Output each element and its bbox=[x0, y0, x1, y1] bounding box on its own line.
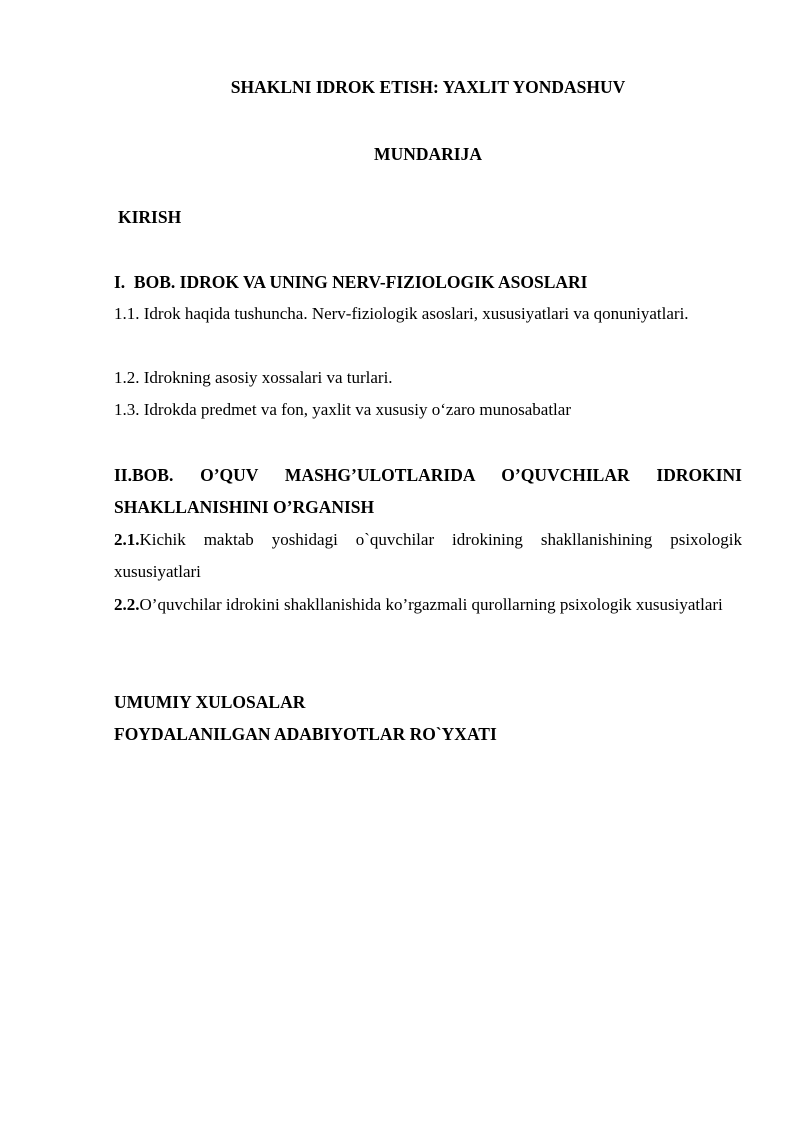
document-title: SHAKLNI IDROK ETISH: YAXLIT YONDASHUV bbox=[230, 77, 626, 97]
contents-heading: MUNDARIJA bbox=[374, 144, 482, 164]
toc-intro: KIRISH bbox=[118, 207, 182, 227]
toc-section-1-1: 1.1. Idrok haqida tushuncha. Nerv-fiziologik asoslari, xususiyatlari va qonuniyatlari. bbox=[114, 304, 689, 323]
toc-section-2-1 bbox=[114, 524, 742, 588]
toc-conclusions: UMUMIY XULOSALAR bbox=[114, 692, 306, 712]
toc-chapter-1-heading: I. BOB. IDROK VA UNING NERV-FIZIOLOGIK ASOSLARI bbox=[114, 272, 588, 292]
section-number: 2.2. bbox=[114, 595, 140, 614]
section-number: 2.1. bbox=[114, 530, 140, 549]
toc-chapter-2-heading: II.BOB. O’QUV MASHG’ULOTLARIDA O’QUVCHILAR IDROKINI SHAKLLANISHINI O’RGANISH bbox=[114, 465, 742, 517]
toc-references: FOYDALANILGAN ADABIYOTLAR RO`YXATI bbox=[114, 724, 497, 744]
toc-section-1-3: 1.3. Idrokda predmet va fon, yaxlit va xususiy o‘zaro munosabatlar bbox=[114, 400, 571, 419]
toc-section-2-2 bbox=[114, 589, 742, 621]
toc-section-1-2: 1.2. Idrokning asosiy xossalari va turlari. bbox=[114, 368, 393, 387]
section-text: O’quvchilar idrokini shakllanishida ko’rgazmali qurollarning psixologik xususiyatlari bbox=[139, 595, 723, 614]
section-text: Kichik maktab yoshidagi o`quvchilar idrokining shakllanishining psixologik xususiyatlari bbox=[114, 530, 742, 581]
